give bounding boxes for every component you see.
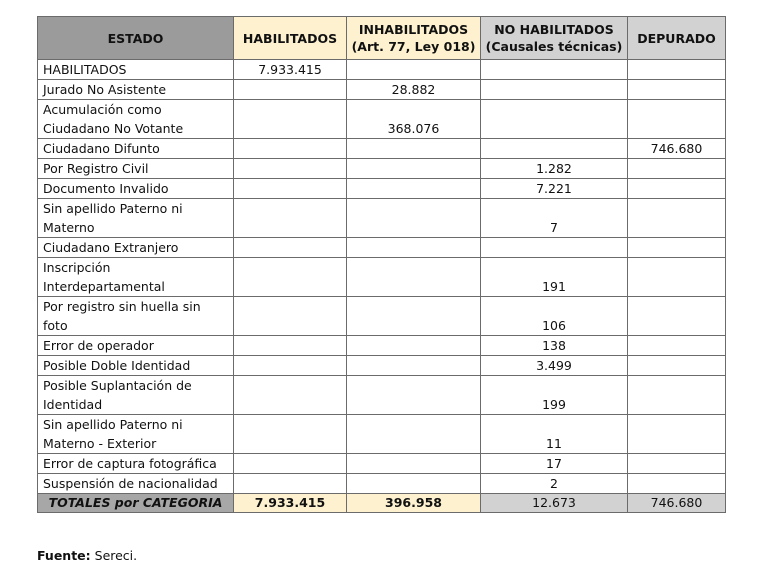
row-label-line: Ciudadano Difunto <box>43 141 160 156</box>
table-row <box>38 179 726 199</box>
row-label <box>38 454 234 474</box>
value-cell <box>628 474 726 494</box>
row-label-line: Error de captura fotográfica <box>43 456 217 471</box>
row-label <box>38 336 234 356</box>
row-label-line: Por registro sin huella sin <box>43 299 201 314</box>
total-habilitados: 7.933.415 <box>234 494 347 513</box>
value-cell <box>234 139 347 159</box>
row-label <box>38 238 234 258</box>
value-cell <box>481 238 628 258</box>
table-row <box>38 297 726 336</box>
value-cell <box>628 258 726 297</box>
header-no-habilitados: NO HABILITADOS (Causales técnicas) <box>481 17 628 60</box>
value-cell <box>347 199 481 238</box>
value-cell <box>347 139 481 159</box>
value-cell: 368.076 <box>347 100 481 139</box>
table-row <box>38 415 726 454</box>
value-cell: 199 <box>481 376 628 415</box>
row-label <box>38 100 234 139</box>
row-label <box>38 356 234 376</box>
row-label-line: foto <box>43 318 68 333</box>
total-inhabilitados: 396.958 <box>347 494 481 513</box>
value-cell <box>481 100 628 139</box>
value-cell <box>234 376 347 415</box>
total-no-habilitados: 12.673 <box>481 494 628 513</box>
value-cell <box>628 80 726 100</box>
row-label <box>38 199 234 238</box>
value-cell: 3.499 <box>481 356 628 376</box>
value-cell <box>347 179 481 199</box>
value-cell <box>234 454 347 474</box>
row-label <box>38 474 234 494</box>
header-habilitados: HABILITADOS <box>234 17 347 60</box>
row-label-line: Acumulación como <box>43 102 162 117</box>
row-label-line: Jurado No Asistente <box>43 82 167 97</box>
value-cell <box>628 297 726 336</box>
table-row <box>38 258 726 297</box>
value-cell <box>347 376 481 415</box>
value-cell <box>628 356 726 376</box>
value-cell <box>628 454 726 474</box>
row-label-line: Posible Suplantación de <box>43 378 192 393</box>
value-cell <box>628 199 726 238</box>
row-label <box>38 60 234 80</box>
row-label-line: Materno - Exterior <box>43 436 157 451</box>
value-cell <box>234 336 347 356</box>
value-cell <box>234 258 347 297</box>
value-cell <box>234 179 347 199</box>
row-label-line: Materno <box>43 220 95 235</box>
table-row <box>38 159 726 179</box>
row-label <box>38 80 234 100</box>
table-row <box>38 356 726 376</box>
table-header <box>38 17 726 60</box>
table-row <box>38 80 726 100</box>
row-label-line: Sin apellido Paterno ni <box>43 201 183 216</box>
table-row <box>38 376 726 415</box>
value-cell <box>347 60 481 80</box>
value-cell: 28.882 <box>347 80 481 100</box>
table-row <box>38 336 726 356</box>
value-cell: 106 <box>481 297 628 336</box>
value-cell <box>481 139 628 159</box>
value-cell <box>628 100 726 139</box>
value-cell: 138 <box>481 336 628 356</box>
table-body <box>38 60 726 494</box>
value-cell <box>628 238 726 258</box>
row-label-line: Posible Doble Identidad <box>43 358 191 373</box>
value-cell <box>481 60 628 80</box>
statistics-table <box>37 16 726 513</box>
value-cell <box>481 80 628 100</box>
table-row <box>38 139 726 159</box>
table-row <box>38 100 726 139</box>
source-label: Fuente: <box>37 548 91 563</box>
value-cell <box>347 159 481 179</box>
value-cell <box>234 159 347 179</box>
row-label-line: Suspensión de nacionalidad <box>43 476 218 491</box>
value-cell <box>628 336 726 356</box>
value-cell <box>347 454 481 474</box>
value-cell <box>347 415 481 454</box>
row-label <box>38 297 234 336</box>
value-cell <box>628 179 726 199</box>
row-label <box>38 376 234 415</box>
row-label-line: Ciudadano Extranjero <box>43 240 179 255</box>
value-cell <box>628 60 726 80</box>
row-label-line: Identidad <box>43 397 103 412</box>
value-cell: 7.221 <box>481 179 628 199</box>
value-cell <box>234 238 347 258</box>
row-label <box>38 179 234 199</box>
row-label-line: Sin apellido Paterno ni <box>43 417 183 432</box>
value-cell: 2 <box>481 474 628 494</box>
row-label-line: Por Registro Civil <box>43 161 149 176</box>
row-label <box>38 139 234 159</box>
row-label <box>38 159 234 179</box>
totals-label: TOTALES por CATEGORIA <box>38 494 234 513</box>
value-cell <box>234 199 347 238</box>
source-text: Sereci. <box>90 548 138 563</box>
value-cell <box>628 159 726 179</box>
value-cell: 191 <box>481 258 628 297</box>
value-cell: 7.933.415 <box>234 60 347 80</box>
row-label <box>38 258 234 297</box>
value-cell <box>347 258 481 297</box>
row-label-line: HABILITADOS <box>43 62 127 77</box>
value-cell: 17 <box>481 454 628 474</box>
value-cell <box>234 474 347 494</box>
row-label-line: Error de operador <box>43 338 154 353</box>
value-cell <box>628 376 726 415</box>
value-cell <box>234 100 347 139</box>
value-cell: 1.282 <box>481 159 628 179</box>
table-row <box>38 454 726 474</box>
row-label-line: Inscripción <box>43 260 111 275</box>
value-cell: 7 <box>481 199 628 238</box>
table-row <box>38 474 726 494</box>
value-cell <box>234 297 347 336</box>
table-row <box>38 199 726 238</box>
row-label-line: Ciudadano No Votante <box>43 121 184 136</box>
value-cell <box>234 415 347 454</box>
source-note <box>37 548 137 563</box>
value-cell <box>347 474 481 494</box>
value-cell <box>347 336 481 356</box>
header-depurado: DEPURADO <box>628 17 726 60</box>
table-row <box>38 60 726 80</box>
value-cell: 11 <box>481 415 628 454</box>
value-cell <box>347 356 481 376</box>
totals-row <box>38 494 726 513</box>
value-cell <box>234 80 347 100</box>
value-cell <box>347 297 481 336</box>
value-cell <box>234 356 347 376</box>
value-cell <box>628 415 726 454</box>
row-label-line: Documento Invalido <box>43 181 169 196</box>
header-estado: ESTADO <box>38 17 234 60</box>
table-row <box>38 238 726 258</box>
value-cell: 746.680 <box>628 139 726 159</box>
header-inhabilitados: INHABILITADOS (Art. 77, Ley 018) <box>347 17 481 60</box>
row-label-line: Interdepartamental <box>43 279 165 294</box>
total-depurado: 746.680 <box>628 494 726 513</box>
value-cell <box>347 238 481 258</box>
row-label <box>38 415 234 454</box>
